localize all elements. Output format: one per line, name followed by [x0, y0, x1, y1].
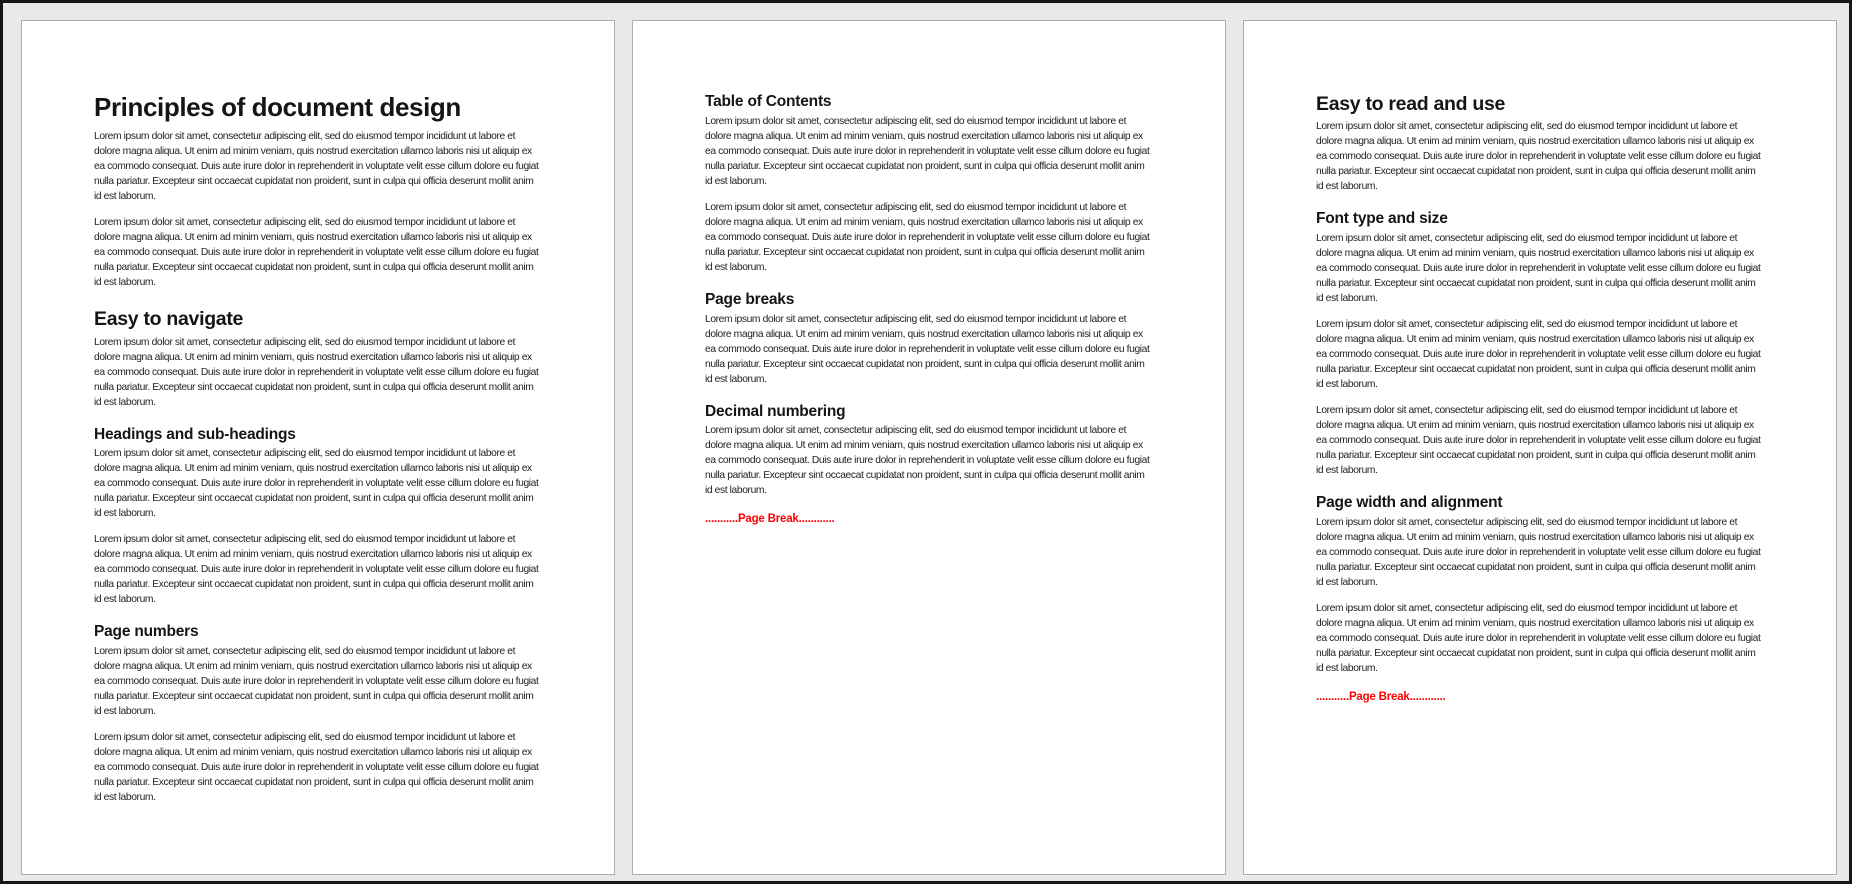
sub-heading: Decimal numbering: [705, 402, 846, 420]
sub-heading: Page breaks: [705, 290, 795, 308]
body-paragraph: Lorem ipsum dolor sit amet, consectetur adipiscing elit, sed do eiusmod tempor incididunt ut labore et dolore magna aliqua. Ut enim ad minim veniam, quis nostrud exercitation ullamco laboris nisi ut aliquip ex ea commodo consequat. Duis aute irure dolor in reprehenderit in voluptate velit esse cillum dolore eu fugiat nulla pariatur. Excepteur sint occaecat cupidatat non proident, sunt in culpa qui officia deserunt mollit anim id est laborum.: [94, 732, 539, 804]
body-paragraph: Lorem ipsum dolor sit amet, consectetur adipiscing elit, sed do eiusmod tempor incididunt ut labore et dolore magna aliqua. Ut enim ad minim veniam, quis nostrud exercitation ullamco laboris nisi ut aliquip ex ea commodo consequat. Duis aute irure dolor in reprehenderit in voluptate velit esse cillum dolore eu fugiat nulla pariatur. Excepteur sint occaecat cupidatat non proident, sunt in culpa qui officia deserunt mollit anim id est laborum.: [1316, 233, 1761, 305]
body-paragraph: Lorem ipsum dolor sit amet, consectetur adipiscing elit, sed do eiusmod tempor incididunt ut labore et dolore magna aliqua. Ut enim ad minim veniam, quis nostrud exercitation ullamco laboris nisi ut aliquip ex ea commodo consequat. Duis aute irure dolor in reprehenderit in voluptate velit esse cillum dolore eu fugiat nulla pariatur. Excepteur sint occaecat cupidatat non proident, sunt in culpa qui officia deserunt mollit anim id est laborum.: [94, 646, 539, 718]
sub-heading: Headings and sub-headings: [94, 425, 296, 443]
page-break-marker: ...........Page Break............: [1316, 691, 1446, 704]
section-heading: Easy to read and use: [1316, 93, 1506, 115]
body-paragraph: Lorem ipsum dolor sit amet, consectetur adipiscing elit, sed do eiusmod tempor incididunt ut labore et dolore magna aliqua. Ut enim ad minim veniam, quis nostrud exercitation ullamco laboris nisi ut aliquip ex ea commodo consequat. Duis aute irure dolor in reprehenderit in voluptate velit esse cillum dolore eu fugiat nulla pariatur. Excepteur sint occaecat cupidatat non proident, sunt in culpa qui officia deserunt mollit anim id est laborum.: [94, 217, 539, 289]
body-paragraph: Lorem ipsum dolor sit amet, consectetur adipiscing elit, sed do eiusmod tempor incididunt ut labore et dolore magna aliqua. Ut enim ad minim veniam, quis nostrud exercitation ullamco laboris nisi ut aliquip ex ea commodo consequat. Duis aute irure dolor in reprehenderit in voluptate velit esse cillum dolore eu fugiat nulla pariatur. Excepteur sint occaecat cupidatat non proident, sunt in culpa qui officia deserunt mollit anim id est laborum.: [1316, 121, 1761, 193]
body-paragraph: Lorem ipsum dolor sit amet, consectetur adipiscing elit, sed do eiusmod tempor incididunt ut labore et dolore magna aliqua. Ut enim ad minim veniam, quis nostrud exercitation ullamco laboris nisi ut aliquip ex ea commodo consequat. Duis aute irure dolor in reprehenderit in voluptate velit esse cillum dolore eu fugiat nulla pariatur. Excepteur sint occaecat cupidatat non proident, sunt in culpa qui officia deserunt mollit anim id est laborum.: [1316, 405, 1761, 477]
body-paragraph: Lorem ipsum dolor sit amet, consectetur adipiscing elit, sed do eiusmod tempor incididunt ut labore et dolore magna aliqua. Ut enim ad minim veniam, quis nostrud exercitation ullamco laboris nisi ut aliquip ex ea commodo consequat. Duis aute irure dolor in reprehenderit in voluptate velit esse cillum dolore eu fugiat nulla pariatur. Excepteur sint occaecat cupidatat non proident, sunt in culpa qui officia deserunt mollit anim id est laborum.: [705, 201, 1150, 273]
body-paragraph: Lorem ipsum dolor sit amet, consectetur adipiscing elit, sed do eiusmod tempor incididunt ut labore et dolore magna aliqua. Ut enim ad minim veniam, quis nostrud exercitation ullamco laboris nisi ut aliquip ex ea commodo consequat. Duis aute irure dolor in reprehenderit in voluptate velit esse cillum dolore eu fugiat nulla pariatur. Excepteur sint occaecat cupidatat non proident, sunt in culpa qui officia deserunt mollit anim id est laborum.: [94, 131, 539, 203]
document-title: Principles of document design: [94, 92, 461, 122]
section-heading: Easy to navigate: [94, 308, 244, 331]
body-paragraph: Lorem ipsum dolor sit amet, consectetur adipiscing elit, sed do eiusmod tempor incididunt ut labore et dolore magna aliqua. Ut enim ad minim veniam, quis nostrud exercitation ullamco laboris nisi ut aliquip ex ea commodo consequat. Duis aute irure dolor in reprehenderit in voluptate velit esse cillum dolore eu fugiat nulla pariatur. Excepteur sint occaecat cupidatat non proident, sunt in culpa qui officia deserunt mollit anim id est laborum.: [1316, 603, 1761, 675]
page-2[interactable]: [632, 20, 1226, 875]
page-1[interactable]: [21, 20, 615, 875]
body-paragraph: Lorem ipsum dolor sit amet, consectetur adipiscing elit, sed do eiusmod tempor incididunt ut labore et dolore magna aliqua. Ut enim ad minim veniam, quis nostrud exercitation ullamco laboris nisi ut aliquip ex ea commodo consequat. Duis aute irure dolor in reprehenderit in voluptate velit esse cillum dolore eu fugiat nulla pariatur. Excepteur sint occaecat cupidatat non proident, sunt in culpa qui officia deserunt mollit anim id est laborum.: [705, 313, 1150, 385]
page-break-marker: ...........Page Break............: [705, 513, 835, 526]
body-paragraph: Lorem ipsum dolor sit amet, consectetur adipiscing elit, sed do eiusmod tempor incididunt ut labore et dolore magna aliqua. Ut enim ad minim veniam, quis nostrud exercitation ullamco laboris nisi ut aliquip ex ea commodo consequat. Duis aute irure dolor in reprehenderit in voluptate velit esse cillum dolore eu fugiat nulla pariatur. Excepteur sint occaecat cupidatat non proident, sunt in culpa qui officia deserunt mollit anim id est laborum.: [1316, 319, 1761, 391]
sub-heading: Font type and size: [1316, 210, 1448, 228]
body-paragraph: Lorem ipsum dolor sit amet, consectetur adipiscing elit, sed do eiusmod tempor incididunt ut labore et dolore magna aliqua. Ut enim ad minim veniam, quis nostrud exercitation ullamco laboris nisi ut aliquip ex ea commodo consequat. Duis aute irure dolor in reprehenderit in voluptate velit esse cillum dolore eu fugiat nulla pariatur. Excepteur sint occaecat cupidatat non proident, sunt in culpa qui officia deserunt mollit anim id est laborum.: [94, 336, 539, 408]
body-paragraph: Lorem ipsum dolor sit amet, consectetur adipiscing elit, sed do eiusmod tempor incididunt ut labore et dolore magna aliqua. Ut enim ad minim veniam, quis nostrud exercitation ullamco laboris nisi ut aliquip ex ea commodo consequat. Duis aute irure dolor in reprehenderit in voluptate velit esse cillum dolore eu fugiat nulla pariatur. Excepteur sint occaecat cupidatat non proident, sunt in culpa qui officia deserunt mollit anim id est laborum.: [1316, 517, 1761, 589]
sub-heading: Table of Contents: [705, 93, 832, 110]
body-paragraph: Lorem ipsum dolor sit amet, consectetur adipiscing elit, sed do eiusmod tempor incididunt ut labore et dolore magna aliqua. Ut enim ad minim veniam, quis nostrud exercitation ullamco laboris nisi ut aliquip ex ea commodo consequat. Duis aute irure dolor in reprehenderit in voluptate velit esse cillum dolore eu fugiat nulla pariatur. Excepteur sint occaecat cupidatat non proident, sunt in culpa qui officia deserunt mollit anim id est laborum.: [705, 425, 1150, 497]
document-canvas: [3, 3, 1849, 875]
sub-heading: Page numbers: [94, 623, 199, 641]
body-paragraph: Lorem ipsum dolor sit amet, consectetur adipiscing elit, sed do eiusmod tempor incididunt ut labore et dolore magna aliqua. Ut enim ad minim veniam, quis nostrud exercitation ullamco laboris nisi ut aliquip ex ea commodo consequat. Duis aute irure dolor in reprehenderit in voluptate velit esse cillum dolore eu fugiat nulla pariatur. Excepteur sint occaecat cupidatat non proident, sunt in culpa qui officia deserunt mollit anim id est laborum.: [94, 534, 539, 606]
body-paragraph: Lorem ipsum dolor sit amet, consectetur adipiscing elit, sed do eiusmod tempor incididunt ut labore et dolore magna aliqua. Ut enim ad minim veniam, quis nostrud exercitation ullamco laboris nisi ut aliquip ex ea commodo consequat. Duis aute irure dolor in reprehenderit in voluptate velit esse cillum dolore eu fugiat nulla pariatur. Excepteur sint occaecat cupidatat non proident, sunt in culpa qui officia deserunt mollit anim id est laborum.: [705, 115, 1150, 187]
page-3[interactable]: [1243, 20, 1837, 875]
body-paragraph: Lorem ipsum dolor sit amet, consectetur adipiscing elit, sed do eiusmod tempor incididunt ut labore et dolore magna aliqua. Ut enim ad minim veniam, quis nostrud exercitation ullamco laboris nisi ut aliquip ex ea commodo consequat. Duis aute irure dolor in reprehenderit in voluptate velit esse cillum dolore eu fugiat nulla pariatur. Excepteur sint occaecat cupidatat non proident, sunt in culpa qui officia deserunt mollit anim id est laborum.: [94, 448, 539, 520]
sub-heading: Page width and alignment: [1316, 494, 1503, 512]
